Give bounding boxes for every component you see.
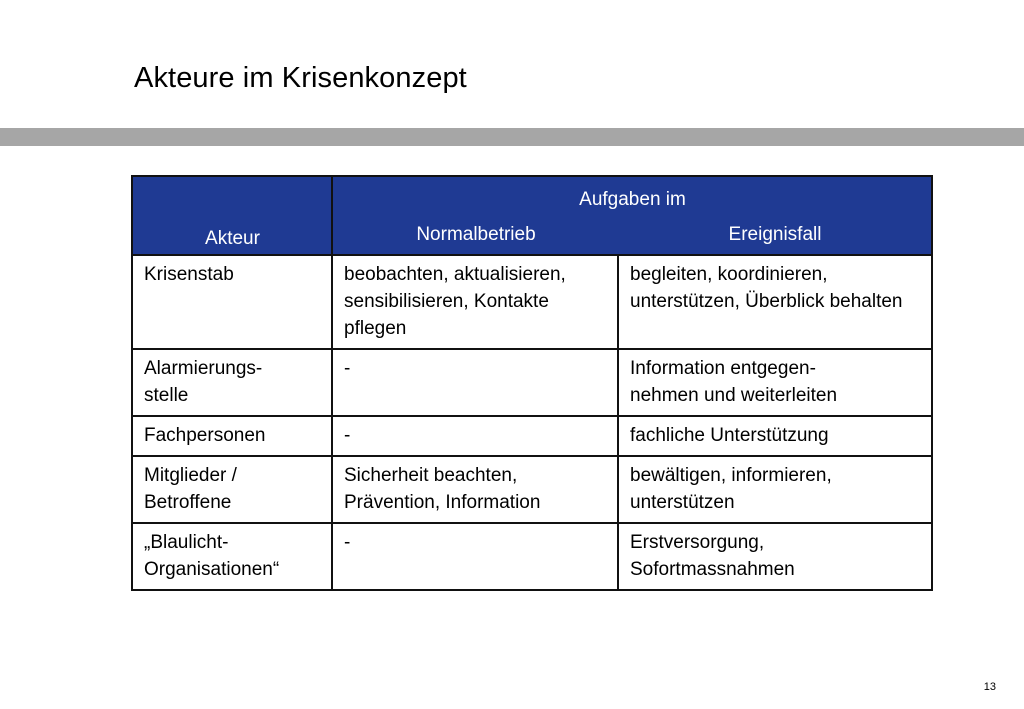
table-row <box>132 255 932 349</box>
cell-event: fachliche Unterstützung <box>618 416 932 456</box>
cell-event: Erstversorgung, Sofortmassnahmen <box>618 523 932 590</box>
table-row <box>132 416 932 456</box>
cell-actor: Fachpersonen <box>132 416 332 456</box>
cell-actor: Krisenstab <box>132 255 332 349</box>
slide-title: Akteure im Krisenkonzept <box>134 62 467 94</box>
table-body <box>132 255 932 590</box>
cell-actor: Alarmierungs- stelle <box>132 349 332 416</box>
header-normal: Normalbetrieb <box>332 215 618 255</box>
table-row <box>132 456 932 523</box>
page-number: 13 <box>983 681 996 693</box>
cell-normal: - <box>332 349 618 416</box>
table-row <box>132 349 932 416</box>
header-row-top <box>132 176 932 215</box>
header-actor: Akteur <box>132 176 332 255</box>
cell-actor: Mitglieder / Betroffene <box>132 456 332 523</box>
header-tasks-group: Aufgaben im <box>332 176 932 215</box>
cell-actor: „Blaulicht- Organisationen“ <box>132 523 332 590</box>
cell-normal: - <box>332 416 618 456</box>
roles-table <box>131 175 933 591</box>
cell-normal: beobachten, aktualisieren, sensibilisieren, Kontakte pflegen <box>332 255 618 349</box>
table-row <box>132 523 932 590</box>
cell-event: begleiten, koordinieren, unterstützen, Überblick behalten <box>618 255 932 349</box>
cell-event: Information entgegen- nehmen und weiterleiten <box>618 349 932 416</box>
cell-normal: - <box>332 523 618 590</box>
cell-normal: Sicherheit beachten, Prävention, Information <box>332 456 618 523</box>
divider-bar <box>0 128 1024 146</box>
cell-event: bewältigen, informieren, unterstützen <box>618 456 932 523</box>
header-event: Ereignisfall <box>618 215 932 255</box>
table-container <box>131 175 931 591</box>
table-header <box>132 176 932 255</box>
